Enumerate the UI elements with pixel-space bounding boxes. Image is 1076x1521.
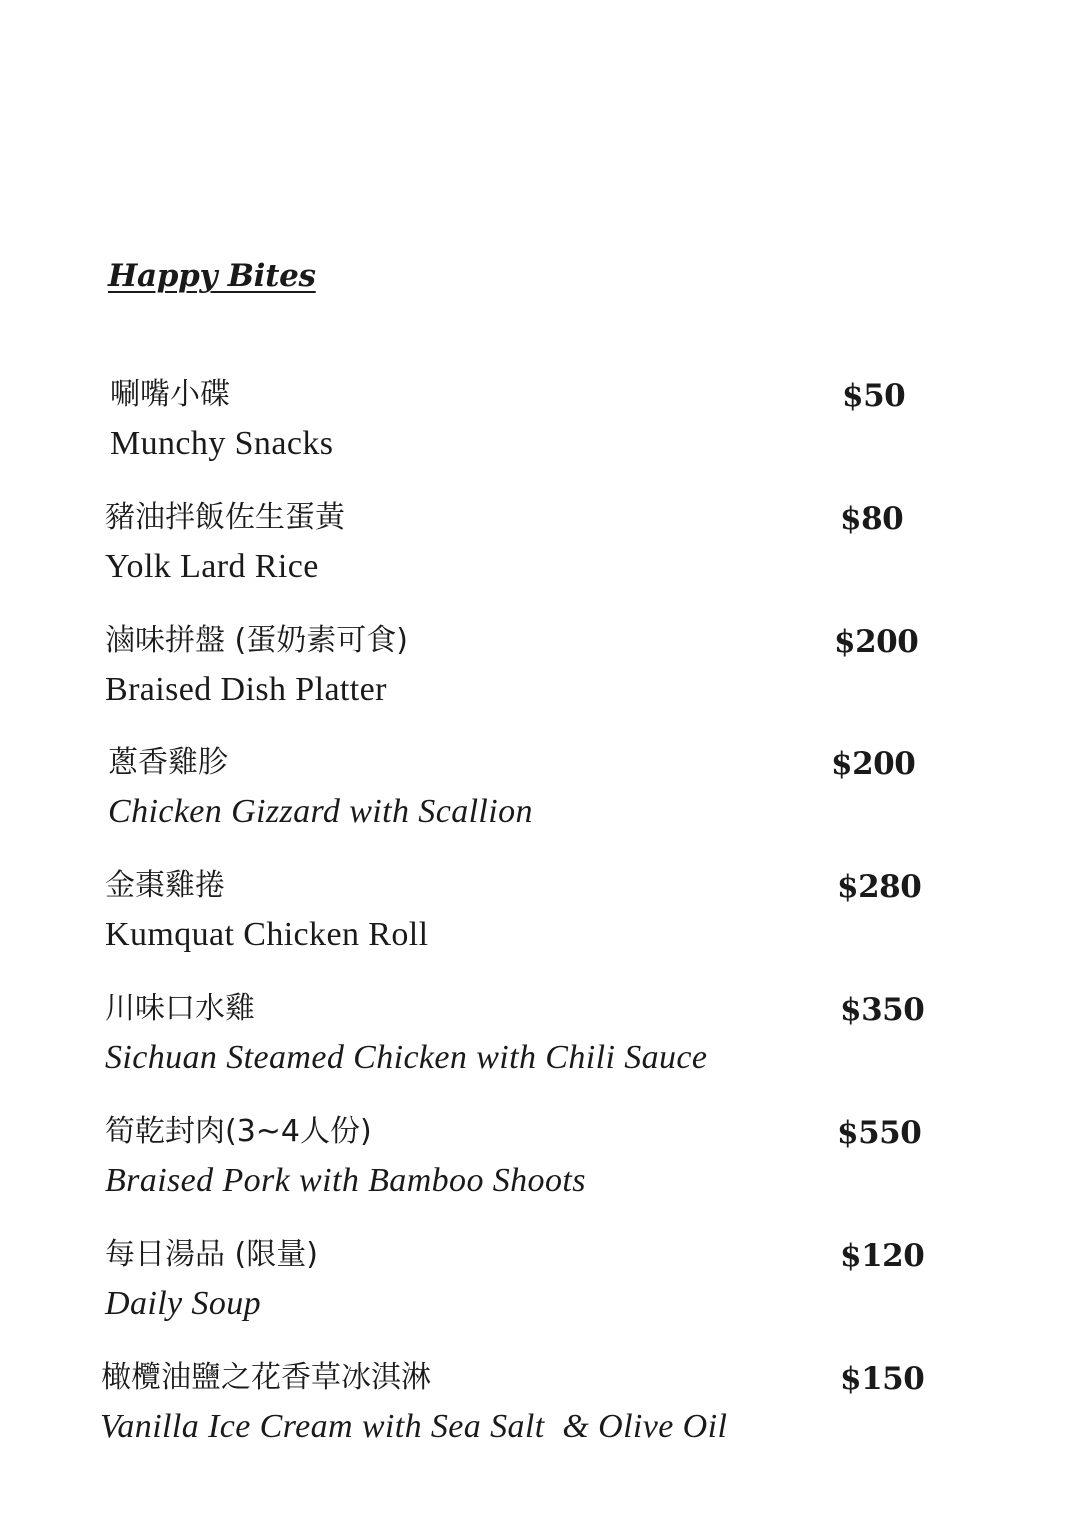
item-price: $150: [840, 1361, 925, 1397]
item-price: $80: [840, 501, 904, 537]
item-chinese-name: 豬油拌飯佐生蛋黃: [105, 500, 345, 535]
menu-item-braised-pork: [0, 1115, 1076, 1225]
item-english-name: Yolk Lard Rice: [105, 548, 319, 585]
menu-item-vanilla-ice-cream: [0, 1361, 1076, 1471]
item-price: $200: [831, 746, 916, 782]
section-title: Happy Bites: [108, 258, 316, 294]
item-chinese-name: 唰嘴小碟: [110, 377, 230, 412]
item-chinese-name: 蔥香雞胗: [108, 745, 228, 780]
item-chinese-name: 金棗雞捲: [105, 868, 225, 903]
item-chinese-name: 橄欖油鹽之花香草冰淇淋: [101, 1360, 431, 1395]
item-english-name: Braised Pork with Bamboo Shoots: [105, 1162, 586, 1199]
item-english-name: Sichuan Steamed Chicken with Chili Sauce: [105, 1039, 708, 1076]
menu-item-daily-soup: [0, 1238, 1076, 1348]
item-english-name: Munchy Snacks: [110, 425, 334, 462]
menu-item-yolk-lard-rice: [0, 501, 1076, 611]
menu-item-chicken-gizzard: [0, 746, 1076, 856]
item-english-name: Chicken Gizzard with Scallion: [108, 793, 533, 830]
menu-item-kumquat-chicken-roll: [0, 869, 1076, 979]
item-english-name: Braised Dish Platter: [105, 671, 387, 708]
item-english-name: Daily Soup: [105, 1285, 262, 1322]
item-english-name: Kumquat Chicken Roll: [105, 916, 429, 953]
item-english-name: Vanilla Ice Cream with Sea Salt & Olive Oil: [100, 1408, 728, 1445]
item-price: $280: [837, 869, 922, 905]
item-chinese-name: 每日湯品 (限量): [105, 1237, 318, 1272]
item-chinese-name: 川味口水雞: [105, 991, 255, 1026]
item-price: $50: [842, 378, 906, 414]
item-price: $120: [840, 1238, 925, 1274]
item-price: $550: [837, 1115, 922, 1151]
item-price: $200: [834, 624, 919, 660]
menu-item-munchy-snacks: [0, 378, 1076, 488]
menu-item-sichuan-chicken: [0, 992, 1076, 1102]
item-price: $350: [840, 992, 925, 1028]
item-chinese-name: 滷味拼盤 (蛋奶素可食): [105, 623, 408, 658]
item-chinese-name: 筍乾封肉(3~4人份): [105, 1114, 372, 1149]
menu-item-braised-dish-platter: [0, 624, 1076, 734]
